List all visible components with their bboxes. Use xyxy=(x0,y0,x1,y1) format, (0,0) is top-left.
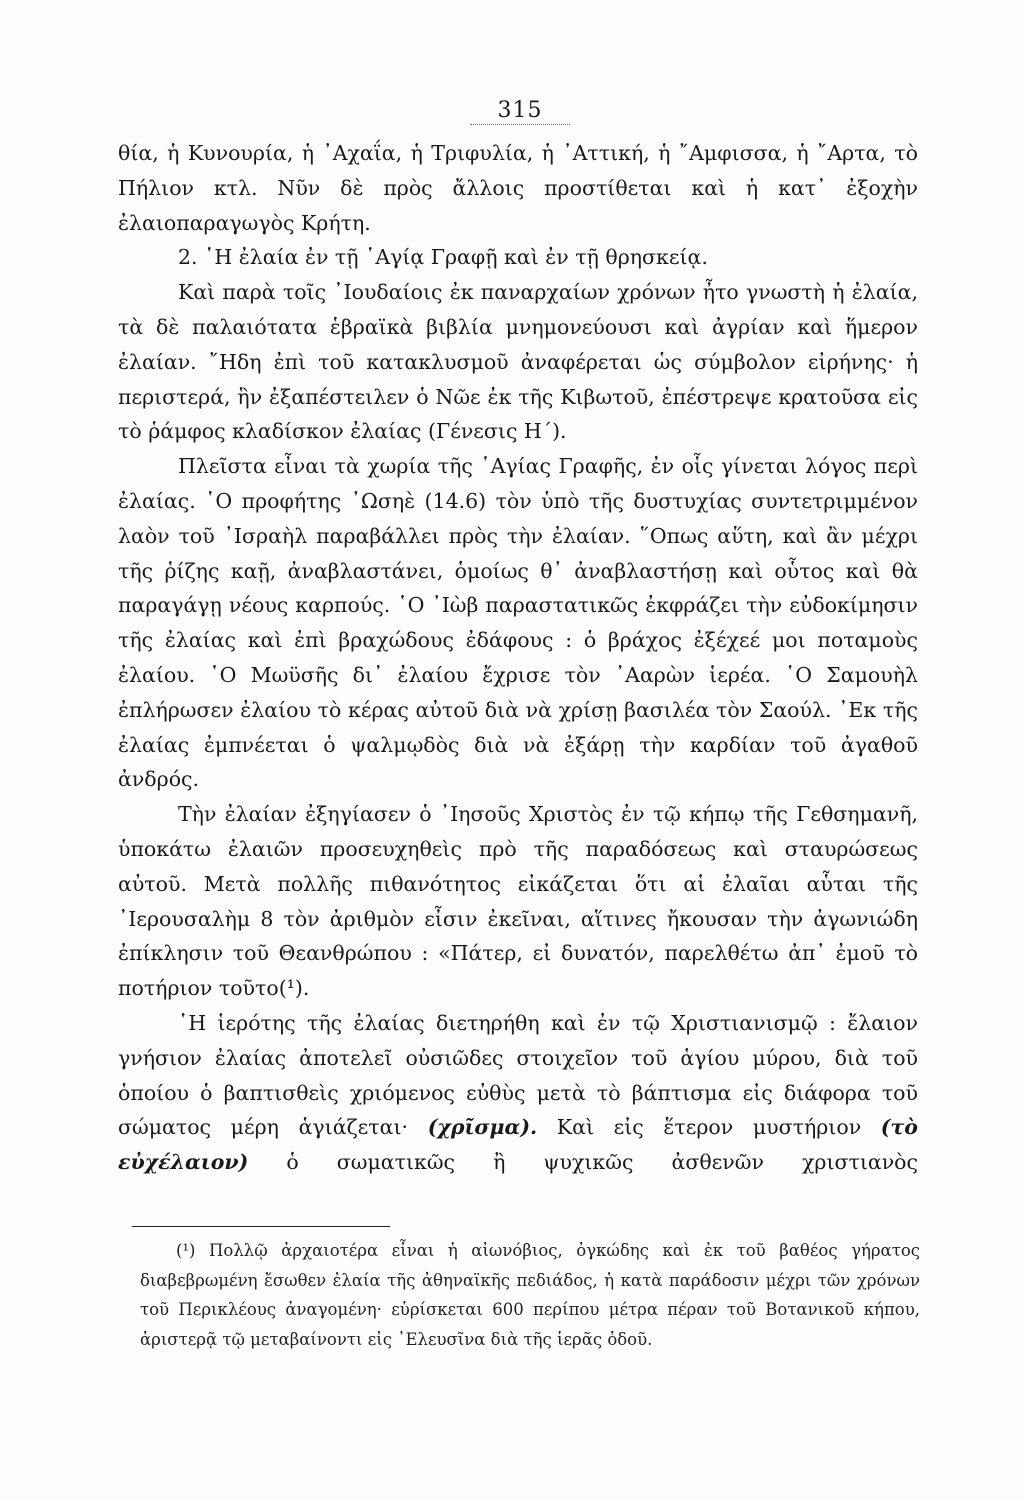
paragraph-2: Καὶ παρὰ τοῖς ᾿Ιουδαίοις ἐκ παναρχαίων χρόνων ἦτο γνωστὴ ἡ ἐλαία, τὰ δὲ παλαιότατα ἑβραϊκὰ βιβλία μνημονεύουσι καὶ ἀγρίαν καὶ ἥμερον ἐλαίαν. ῎Ηδη ἐπὶ τοῦ κατακλυσμοῦ ἀναφέρεται ὡς σύμβολον εἰρήνης· ἡ περιστερά, ἣν ἐξαπέστειλεν ὁ Νῶε ἐκ τῆς Κιβωτοῦ, ἐπέστρεψε κρατοῦσα εἰς τὸ ῥάμφος κλαδίσκον ἐλαίας (Γένεσις Η΄). xyxy=(118,280,918,444)
emphasis-efchelaion: (τὸ εὐχέλαιον) xyxy=(118,1115,918,1175)
footnote-text: (¹) Πολλῷ ἀρχαιοτέρα εἶναι ἡ αἰωνόβιος, ὀγκώδης καὶ ἐκ τοῦ βαθέος γήρατος διαβεβρωμένη ἔσωθεν ἐλαία τῆς ἀθηναϊκῆς πεδιάδος, ἡ κατὰ παράδοσιν μέχρι τῶν χρόνων τοῦ Περικλέους ἀναγομένη· εὑρίσκεται 600 περίπου μέτρα πέραν τοῦ Βοτανικοῦ κήπου, ἀριστερᾷ τῷ μεταβαίνοντι εἰς ᾿Ελευσῖνα διὰ τῆς ἱερᾶς ὁδοῦ. xyxy=(140,1241,920,1349)
footnote xyxy=(140,1236,920,1354)
body-text xyxy=(118,136,918,1180)
paragraph-5-text-c: ὁ σωματικῶς ἢ ψυχικῶς ἀσθενῶν χριστιανὸς xyxy=(286,1150,918,1175)
footnote-reference: (¹). xyxy=(278,976,310,1001)
section-heading: 2. ῾Η ἐλαία ἐν τῇ ῾Αγίᾳ Γραφῇ καὶ ἐν τῇ θρησκείᾳ. xyxy=(178,245,708,270)
paragraph-5-text-a: ῾Η ἱερότης τῆς ἐλαίας διετηρήθη καὶ ἐν τῷ Χριστιανισμῷ : ἔλαιον γνήσιον ἐλαίας ἀποτελεῖ οὐσιῶδες στοιχεῖον τοῦ ἁγίου μύρου, διὰ τοῦ ὁποίου ὁ βαπτισθεὶς χριόμενος εὐθὺς μετὰ τὸ βάπτισμα εἰς διάφορα τοῦ σώματος μέρη ἁγιάζεται· xyxy=(118,1010,918,1140)
paragraph-3: Πλεῖστα εἶναι τὰ χωρία τῆς ῾Αγίας Γραφῆς, ἐν οἷς γίνεται λόγος περὶ ἐλαίας. ῾Ο προφήτης ᾿Ωσηὲ (14.6) τὸν ὑπὸ τῆς δυστυχίας συντετριμμένον λαὸν τοῦ ᾿Ισραὴλ παραβάλλει πρὸς τὴν ἐλαίαν. ῞Οπως αὕτη, καὶ ἂν μέχρι τῆς ῥίζης καῇ, ἀναβλαστάνει, ὁμοίως θ᾿ ἀναβλαστήσῃ καὶ οὗτος καὶ θὰ παραγάγῃ νέους καρπούς. ῾Ο ᾿Ιὼβ παραστατικῶς ἐκφράζει τὴν εὐδοκίμησιν τῆς ἐλαίας καὶ ἐπὶ βραχώδους ἐδάφους : ὁ βράχος ἐξέχεέ μοι ποταμοὺς ἐλαίου. ῾Ο Μωϋσῆς δι᾿ ἐλαίου ἔχρισε τὸν ᾿Ααρὼν ἱερέα. ῾Ο Σαμουὴλ ἐπλήρωσεν ἐλαίου τὸ κέρας αὐτοῦ διὰ νὰ χρίσῃ βασιλέα τὸν Σαούλ. ᾿Εκ τῆς ἐλαίας ἐμπνέεται ὁ ψαλμῳδὸς διὰ νὰ ἐξάρῃ τὴν καρδίαν τοῦ ἀγαθοῦ ἀνδρός. xyxy=(118,454,918,792)
paragraph-5-text-b: Καὶ εἰς ἕτερον μυστήριον xyxy=(556,1115,862,1140)
paragraph-5 xyxy=(118,1006,918,1180)
emphasis-chrisma: (χρῖσμα). xyxy=(427,1115,538,1140)
paragraph-1: θία, ἡ Κυνουρία, ἡ ᾿Αχαΐα, ἡ Τριφυλία, ἡ ᾿Αττική, ἡ ῎Αμφισσα, ἡ ῎Αρτα, τὸ Πήλιον κτλ. Νῦν δὲ πρὸς ἄλλοις προστίθεται καὶ ἡ κατ᾿ ἐξοχὴν ἐλαιοπαραγωγὸς Κρήτη. xyxy=(118,141,918,235)
paragraph-4 xyxy=(118,797,918,1006)
page-number: 315 xyxy=(470,98,570,125)
footnote-divider xyxy=(132,1226,390,1227)
paragraph-4-text: Τὴν ἐλαίαν ἐξηγίασεν ὁ ᾿Ιησοῦς Χριστὸς ἐν τῷ κήπῳ τῆς Γεθσημανῆ, ὑποκάτω ἐλαιῶν προσευχηθεὶς πρὸ τῆς παραδόσεως καὶ σταυρώσεως αὐτοῦ. Μετὰ πολλῆς πιθανότητος εἰκάζεται ὅτι αἱ ἐλαῖαι αὗται τῆς ᾿Ιερουσαλὴμ 8 τὸν ἀριθμὸν εἶσιν ἐκεῖναι, αἵτινες ἤκουσαν τὴν ἀγωνιώδη ἐπίκλησιν τοῦ Θεανθρώπου : «Πάτερ, εἰ δυνατόν, παρελθέτω ἀπ᾿ ἐμοῦ τὸ ποτήριον τοῦτο xyxy=(118,802,918,1001)
